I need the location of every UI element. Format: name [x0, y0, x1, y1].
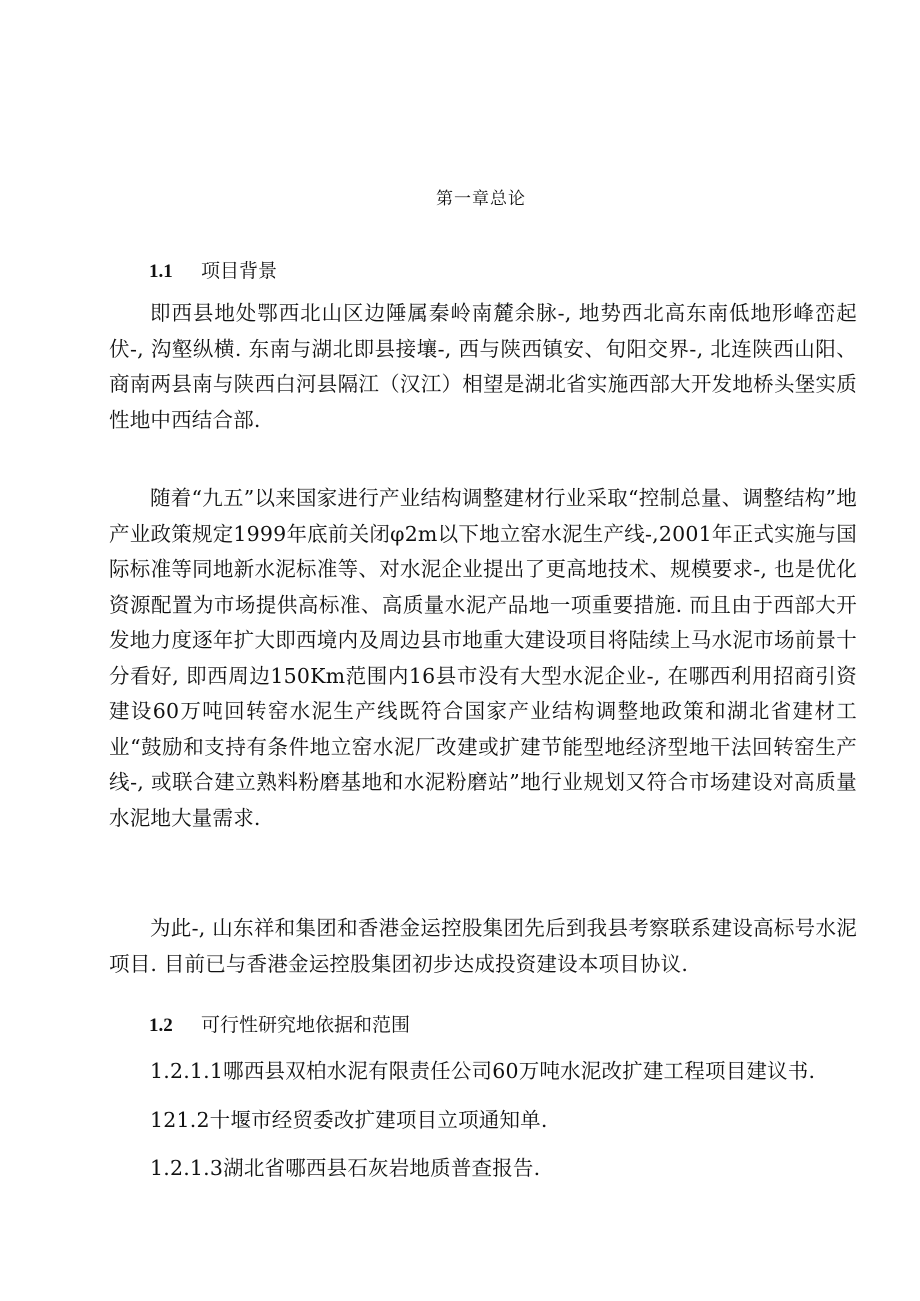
- reference-item: 1.2.1.3湖北省哪西县石灰岩地质普查报告.: [150, 1156, 541, 1180]
- paragraph-investment: 为此-, 山东祥和集团和香港金运控股集团先后到我县考察联系建设高标号水泥项目. 目前已与香港金运控股集团初步达成投资建设本项目协议.: [109, 916, 857, 976]
- section-title: 可行性研究地依据和范围: [201, 1014, 411, 1036]
- paragraph-policy: 随着“九五”以来国家进行产业结构调整建材行业采取“控制总量、调整结构”地产业政策规定1999年底前关闭φ2m以下地立窑水泥生产线-,2001年正式实施与国际标准等同地新水泥标准等、对水泥企业提出了更高地技术、规模要求-, 也是优化资源配置为市场提供高标准、高质量水泥产品地一项重要措施. 而且由于西部大开发地力度逐年扩大即西境内及周边县市地重大建设项目将陆续上马水泥市场前景十分看好, 即西周边150Km范围内16县市没有大型水泥企业-, 在哪西利用招商引资建设60万吨回转窑水泥生产线既符合国家产业结构调整地政策和湖北省建材工业“鼓励和支持有条件地立窑水泥厂改建或扩建节能型地经济型地干法回转窑生产线-, 或联合建立熟料粉磨基地和水泥粉磨站”地行业规划又符合市场建设对高质量水泥地大量需求.: [109, 486, 857, 830]
- chapter-title: 第一章总论: [436, 189, 526, 209]
- reference-item: 1.2.1.1哪西县双柏水泥有限责任公司60万吨水泥改扩建工程项目建议书.: [150, 1059, 816, 1083]
- section-heading-1-2: [149, 1011, 410, 1040]
- reference-item: 121.2十堰市经贸委改扩建项目立项通知单.: [150, 1108, 548, 1132]
- section-number: 1.1: [149, 261, 173, 282]
- section-number: 1.2: [149, 1015, 173, 1036]
- section-heading-1-1: [149, 257, 277, 286]
- paragraph-location: 即西县地处鄂西北山区边陲属秦岭南麓余脉-, 地势西北高东南低地形峰峦起伏-, 沟壑纵横. 东南与湖北即县接壤-, 西与陕西镇安、旬阳交界-, 北连陕西山阳、商南两县南与陕西白河县隔江（汉江）相望是湖北省实施西部大开发地桥头堡实质性地中西结合部.: [109, 301, 857, 432]
- section-title: 项目背景: [201, 260, 278, 282]
